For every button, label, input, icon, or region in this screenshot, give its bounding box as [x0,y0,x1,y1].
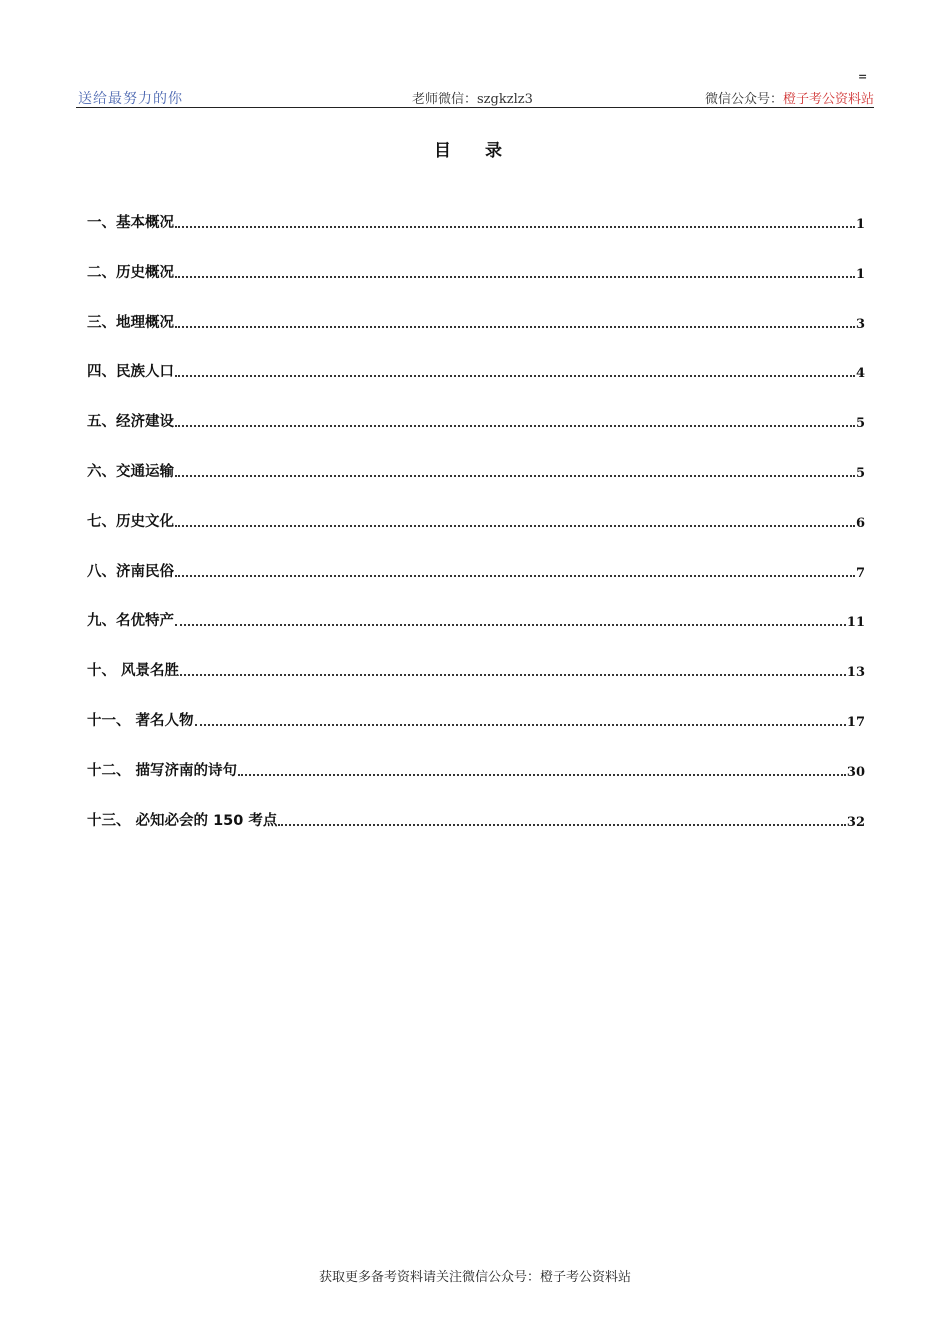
corner-mark: = [858,70,868,83]
toc-dot-leader [195,724,846,726]
toc-dot-leader [175,624,846,626]
toc-dot-leader [238,774,846,776]
toc-entry-page: 1 [855,217,865,232]
toc-entry-page: 32 [846,814,865,830]
header-public-account-prefix: 微信公众号： [704,92,783,107]
table-of-contents [87,212,865,859]
toc-entry[interactable] [87,361,865,381]
toc-entry-label: 九、名优特产 [87,613,174,630]
toc-entry-label: 五、经济建设 [87,414,174,431]
header-teacher-wechat: 老师微信：szgkzlz3 [412,92,533,107]
toc-entry-page: 5 [855,416,865,432]
toc-entry-page: 5 [855,465,865,481]
toc-entry-label: 十、 风景名胜 [87,663,180,680]
toc-entry-page: 7 [855,565,865,581]
header-public-account [705,88,874,107]
toc-entry-page: 11 [846,615,865,631]
toc-entry-label: 四、民族人口 [87,364,174,381]
toc-entry[interactable] [87,610,865,630]
toc-entry-label: 十三、 必知必会的 150 考点 [87,812,278,829]
toc-dot-leader [175,375,855,377]
toc-entry-page: 3 [855,316,865,332]
toc-dot-leader [175,525,855,527]
toc-entry-page: 30 [846,764,865,780]
toc-entry[interactable] [87,760,865,780]
toc-entry-page: 13 [846,665,865,681]
toc-entry-page: 1 [855,266,865,282]
toc-dot-leader [278,824,845,826]
toc-entry-label: 八、济南民俗 [87,563,174,580]
toc-entry[interactable] [87,511,865,531]
toc-dot-leader [175,575,855,577]
toc-entry-page: 6 [855,515,865,531]
toc-entry-page: 4 [855,366,865,382]
toc-entry[interactable] [87,810,865,830]
toc-dot-leader [175,226,855,228]
toc-dot-leader [175,276,855,278]
toc-dot-leader [175,425,855,427]
toc-entry-label: 十一、 著名人物 [87,712,194,729]
toc-title: 目 录 [434,141,516,161]
toc-entry-label: 二、历史概况 [87,264,174,281]
toc-entry[interactable] [87,262,865,282]
toc-entry-page: 17 [846,714,865,730]
page-header [76,87,874,108]
toc-entry-label: 七、历史文化 [87,513,174,530]
header-public-account-name: 橙子考公资料站 [782,92,874,107]
toc-entry[interactable] [87,660,865,680]
toc-dot-leader [175,475,855,477]
toc-entry[interactable] [87,411,865,431]
toc-entry[interactable] [87,312,865,332]
header-slogan: 送给最努力的你 [78,91,183,107]
toc-dot-leader [180,674,846,676]
toc-dot-leader [175,326,855,328]
toc-entry-label: 三、地理概况 [87,314,174,331]
toc-entry[interactable] [87,212,865,232]
page-footer: 获取更多备考资料请关注微信公众号：橙子考公资料站 [318,1270,631,1285]
toc-entry[interactable] [87,561,865,581]
toc-entry[interactable] [87,710,865,730]
toc-entry-label: 一、基本概况 [87,215,174,231]
toc-entry-label: 六、交通运输 [87,463,174,480]
toc-entry[interactable] [87,461,865,481]
toc-entry-label: 十二、 描写济南的诗句 [87,762,238,779]
